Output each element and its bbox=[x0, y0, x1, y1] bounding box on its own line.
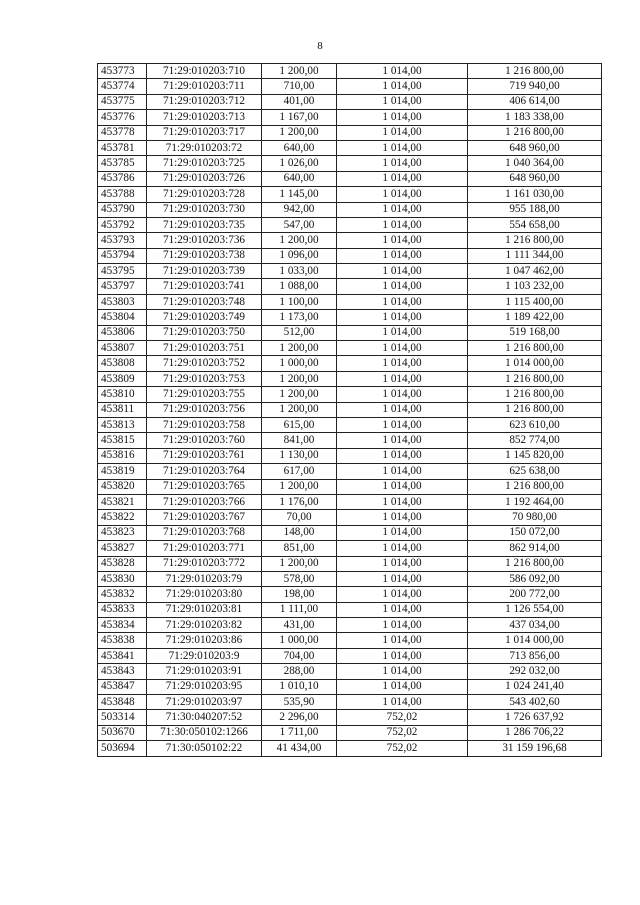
cadastral-number-cell: 71:29:010203:97 bbox=[147, 695, 262, 710]
specific-value-cell: 1 014,00 bbox=[337, 402, 468, 417]
area-cell: 547,00 bbox=[262, 217, 337, 232]
specific-value-cell: 1 014,00 bbox=[337, 140, 468, 155]
specific-value-cell: 1 014,00 bbox=[337, 202, 468, 217]
record-number-cell: 453847 bbox=[98, 679, 147, 694]
table-row bbox=[98, 233, 602, 248]
cadastral-number-cell: 71:29:010203:712 bbox=[147, 94, 262, 109]
specific-value-cell: 1 014,00 bbox=[337, 479, 468, 494]
record-number-cell: 453816 bbox=[98, 448, 147, 463]
specific-value-cell: 1 014,00 bbox=[337, 171, 468, 186]
area-cell: 942,00 bbox=[262, 202, 337, 217]
cadastral-number-cell: 71:29:010203:730 bbox=[147, 202, 262, 217]
cadastral-value-cell: 292 032,00 bbox=[468, 664, 602, 679]
area-cell: 1 200,00 bbox=[262, 64, 337, 79]
specific-value-cell: 1 014,00 bbox=[337, 602, 468, 617]
cadastral-value-cell: 1 115 400,00 bbox=[468, 294, 602, 309]
cadastral-number-cell: 71:29:010203:741 bbox=[147, 279, 262, 294]
record-number-cell: 453808 bbox=[98, 356, 147, 371]
table-row bbox=[98, 310, 602, 325]
cadastral-number-cell: 71:29:010203:756 bbox=[147, 402, 262, 417]
cadastral-number-cell: 71:29:010203:728 bbox=[147, 187, 262, 202]
table-row bbox=[98, 587, 602, 602]
cadastral-value-cell: 1 111 344,00 bbox=[468, 248, 602, 263]
table-body bbox=[98, 64, 602, 757]
cadastral-value-table bbox=[97, 63, 602, 757]
table-row bbox=[98, 264, 602, 279]
table-row bbox=[98, 187, 602, 202]
cadastral-value-cell: 1 024 241,40 bbox=[468, 679, 602, 694]
area-cell: 1 200,00 bbox=[262, 125, 337, 140]
cadastral-value-cell: 1 189 422,00 bbox=[468, 310, 602, 325]
cadastral-number-cell: 71:30:050102:1266 bbox=[147, 725, 262, 740]
cadastral-number-cell: 71:29:010203:767 bbox=[147, 510, 262, 525]
table-row bbox=[98, 356, 602, 371]
cadastral-number-cell: 71:29:010203:751 bbox=[147, 341, 262, 356]
area-cell: 1 173,00 bbox=[262, 310, 337, 325]
cadastral-number-cell: 71:29:010203:726 bbox=[147, 171, 262, 186]
cadastral-value-cell: 1 192 464,00 bbox=[468, 494, 602, 509]
cadastral-value-cell: 200 772,00 bbox=[468, 587, 602, 602]
area-cell: 1 176,00 bbox=[262, 494, 337, 509]
area-cell: 1 200,00 bbox=[262, 402, 337, 417]
specific-value-cell: 1 014,00 bbox=[337, 279, 468, 294]
table-row bbox=[98, 556, 602, 571]
record-number-cell: 453793 bbox=[98, 233, 147, 248]
record-number-cell: 453823 bbox=[98, 525, 147, 540]
specific-value-cell: 1 014,00 bbox=[337, 417, 468, 432]
area-cell: 1 000,00 bbox=[262, 633, 337, 648]
cadastral-number-cell: 71:29:010203:760 bbox=[147, 433, 262, 448]
table-row bbox=[98, 371, 602, 386]
area-cell: 1 096,00 bbox=[262, 248, 337, 263]
cadastral-value-cell: 519 168,00 bbox=[468, 325, 602, 340]
table-row bbox=[98, 171, 602, 186]
record-number-cell: 453775 bbox=[98, 94, 147, 109]
specific-value-cell: 1 014,00 bbox=[337, 341, 468, 356]
record-number-cell: 453828 bbox=[98, 556, 147, 571]
record-number-cell: 453820 bbox=[98, 479, 147, 494]
record-number-cell: 453841 bbox=[98, 648, 147, 663]
cadastral-value-cell: 852 774,00 bbox=[468, 433, 602, 448]
area-cell: 1 100,00 bbox=[262, 294, 337, 309]
cadastral-value-cell: 1 040 364,00 bbox=[468, 156, 602, 171]
area-cell: 401,00 bbox=[262, 94, 337, 109]
area-cell: 1 111,00 bbox=[262, 602, 337, 617]
cadastral-value-cell: 862 914,00 bbox=[468, 541, 602, 556]
specific-value-cell: 1 014,00 bbox=[337, 525, 468, 540]
table-row bbox=[98, 125, 602, 140]
specific-value-cell: 1 014,00 bbox=[337, 464, 468, 479]
cadastral-value-cell: 1 103 232,00 bbox=[468, 279, 602, 294]
table-row bbox=[98, 510, 602, 525]
specific-value-cell: 752,02 bbox=[337, 741, 468, 756]
cadastral-number-cell: 71:30:050102:22 bbox=[147, 741, 262, 756]
record-number-cell: 453848 bbox=[98, 695, 147, 710]
area-cell: 841,00 bbox=[262, 433, 337, 448]
cadastral-value-cell: 1 014 000,00 bbox=[468, 356, 602, 371]
table-row bbox=[98, 387, 602, 402]
cadastral-value-cell: 648 960,00 bbox=[468, 140, 602, 155]
cadastral-number-cell: 71:29:010203:735 bbox=[147, 217, 262, 232]
cadastral-number-cell: 71:29:010203:738 bbox=[147, 248, 262, 263]
area-cell: 578,00 bbox=[262, 571, 337, 586]
table-row bbox=[98, 464, 602, 479]
table-row bbox=[98, 695, 602, 710]
table-row bbox=[98, 217, 602, 232]
cadastral-value-cell: 70 980,00 bbox=[468, 510, 602, 525]
cadastral-number-cell: 71:29:010203:758 bbox=[147, 417, 262, 432]
record-number-cell: 453819 bbox=[98, 464, 147, 479]
cadastral-value-cell: 1 216 800,00 bbox=[468, 233, 602, 248]
area-cell: 640,00 bbox=[262, 171, 337, 186]
table-row bbox=[98, 294, 602, 309]
area-cell: 198,00 bbox=[262, 587, 337, 602]
table-row bbox=[98, 448, 602, 463]
table-row bbox=[98, 725, 602, 740]
area-cell: 1 200,00 bbox=[262, 387, 337, 402]
area-cell: 288,00 bbox=[262, 664, 337, 679]
cadastral-number-cell: 71:29:010203:749 bbox=[147, 310, 262, 325]
table-row bbox=[98, 279, 602, 294]
page-number: 8 bbox=[317, 40, 323, 52]
record-number-cell: 453788 bbox=[98, 187, 147, 202]
table-row bbox=[98, 571, 602, 586]
area-cell: 704,00 bbox=[262, 648, 337, 663]
specific-value-cell: 1 014,00 bbox=[337, 310, 468, 325]
record-number-cell: 453810 bbox=[98, 387, 147, 402]
specific-value-cell: 1 014,00 bbox=[337, 633, 468, 648]
area-cell: 1 088,00 bbox=[262, 279, 337, 294]
cadastral-number-cell: 71:29:010203:765 bbox=[147, 479, 262, 494]
cadastral-value-cell: 586 092,00 bbox=[468, 571, 602, 586]
table-row bbox=[98, 710, 602, 725]
cadastral-value-cell: 955 188,00 bbox=[468, 202, 602, 217]
cadastral-value-cell: 1 014 000,00 bbox=[468, 633, 602, 648]
area-cell: 70,00 bbox=[262, 510, 337, 525]
cadastral-value-cell: 1 216 800,00 bbox=[468, 371, 602, 386]
table-row bbox=[98, 110, 602, 125]
specific-value-cell: 1 014,00 bbox=[337, 433, 468, 448]
cadastral-value-cell: 543 402,60 bbox=[468, 695, 602, 710]
record-number-cell: 453809 bbox=[98, 371, 147, 386]
area-cell: 1 200,00 bbox=[262, 556, 337, 571]
table-row bbox=[98, 602, 602, 617]
record-number-cell: 453827 bbox=[98, 541, 147, 556]
area-cell: 2 296,00 bbox=[262, 710, 337, 725]
table-row bbox=[98, 679, 602, 694]
area-cell: 1 200,00 bbox=[262, 479, 337, 494]
cadastral-number-cell: 71:29:010203:764 bbox=[147, 464, 262, 479]
cadastral-value-cell: 623 610,00 bbox=[468, 417, 602, 432]
record-number-cell: 453804 bbox=[98, 310, 147, 325]
record-number-cell: 453785 bbox=[98, 156, 147, 171]
table-row bbox=[98, 525, 602, 540]
cadastral-value-cell: 1 216 800,00 bbox=[468, 387, 602, 402]
area-cell: 41 434,00 bbox=[262, 741, 337, 756]
record-number-cell: 453792 bbox=[98, 217, 147, 232]
specific-value-cell: 1 014,00 bbox=[337, 587, 468, 602]
specific-value-cell: 1 014,00 bbox=[337, 541, 468, 556]
specific-value-cell: 1 014,00 bbox=[337, 494, 468, 509]
cadastral-number-cell: 71:29:010203:753 bbox=[147, 371, 262, 386]
table-row bbox=[98, 417, 602, 432]
record-number-cell: 453815 bbox=[98, 433, 147, 448]
specific-value-cell: 1 014,00 bbox=[337, 94, 468, 109]
table-row bbox=[98, 618, 602, 633]
area-cell: 1 000,00 bbox=[262, 356, 337, 371]
record-number-cell: 453790 bbox=[98, 202, 147, 217]
table-row bbox=[98, 741, 602, 756]
cadastral-value-cell: 1 047 462,00 bbox=[468, 264, 602, 279]
record-number-cell: 453803 bbox=[98, 294, 147, 309]
cadastral-number-cell: 71:29:010203:752 bbox=[147, 356, 262, 371]
table-row bbox=[98, 541, 602, 556]
cadastral-value-cell: 1 216 800,00 bbox=[468, 125, 602, 140]
table-row bbox=[98, 341, 602, 356]
table-row bbox=[98, 325, 602, 340]
specific-value-cell: 1 014,00 bbox=[337, 556, 468, 571]
cadastral-value-cell: 437 034,00 bbox=[468, 618, 602, 633]
table-row bbox=[98, 79, 602, 94]
table-row bbox=[98, 64, 602, 79]
cadastral-number-cell: 71:29:010203:82 bbox=[147, 618, 262, 633]
specific-value-cell: 1 014,00 bbox=[337, 187, 468, 202]
table-row bbox=[98, 402, 602, 417]
specific-value-cell: 1 014,00 bbox=[337, 248, 468, 263]
specific-value-cell: 1 014,00 bbox=[337, 448, 468, 463]
record-number-cell: 503670 bbox=[98, 725, 147, 740]
area-cell: 512,00 bbox=[262, 325, 337, 340]
cadastral-number-cell: 71:29:010203:713 bbox=[147, 110, 262, 125]
cadastral-number-cell: 71:29:010203:766 bbox=[147, 494, 262, 509]
area-cell: 1 010,10 bbox=[262, 679, 337, 694]
cadastral-value-cell: 625 638,00 bbox=[468, 464, 602, 479]
area-cell: 1 200,00 bbox=[262, 341, 337, 356]
record-number-cell: 453774 bbox=[98, 79, 147, 94]
cadastral-number-cell: 71:29:010203:80 bbox=[147, 587, 262, 602]
cadastral-number-cell: 71:29:010203:9 bbox=[147, 648, 262, 663]
table-row bbox=[98, 494, 602, 509]
cadastral-value-cell: 1 216 800,00 bbox=[468, 556, 602, 571]
record-number-cell: 453795 bbox=[98, 264, 147, 279]
specific-value-cell: 1 014,00 bbox=[337, 679, 468, 694]
specific-value-cell: 1 014,00 bbox=[337, 233, 468, 248]
table-row bbox=[98, 479, 602, 494]
area-cell: 1 145,00 bbox=[262, 187, 337, 202]
specific-value-cell: 1 014,00 bbox=[337, 356, 468, 371]
specific-value-cell: 1 014,00 bbox=[337, 64, 468, 79]
specific-value-cell: 752,02 bbox=[337, 710, 468, 725]
cadastral-number-cell: 71:29:010203:81 bbox=[147, 602, 262, 617]
record-number-cell: 453797 bbox=[98, 279, 147, 294]
record-number-cell: 453813 bbox=[98, 417, 147, 432]
specific-value-cell: 1 014,00 bbox=[337, 264, 468, 279]
table-row bbox=[98, 202, 602, 217]
record-number-cell: 453811 bbox=[98, 402, 147, 417]
area-cell: 615,00 bbox=[262, 417, 337, 432]
area-cell: 710,00 bbox=[262, 79, 337, 94]
specific-value-cell: 1 014,00 bbox=[337, 110, 468, 125]
record-number-cell: 453807 bbox=[98, 341, 147, 356]
record-number-cell: 453794 bbox=[98, 248, 147, 263]
cadastral-value-cell: 1 216 800,00 bbox=[468, 64, 602, 79]
cadastral-number-cell: 71:30:040207:52 bbox=[147, 710, 262, 725]
cadastral-value-cell: 1 145 820,00 bbox=[468, 448, 602, 463]
table-row bbox=[98, 633, 602, 648]
cadastral-number-cell: 71:29:010203:739 bbox=[147, 264, 262, 279]
area-cell: 1 167,00 bbox=[262, 110, 337, 125]
area-cell: 1 033,00 bbox=[262, 264, 337, 279]
cadastral-value-cell: 1 216 800,00 bbox=[468, 402, 602, 417]
specific-value-cell: 1 014,00 bbox=[337, 387, 468, 402]
table-row bbox=[98, 433, 602, 448]
cadastral-value-cell: 1 183 338,00 bbox=[468, 110, 602, 125]
specific-value-cell: 1 014,00 bbox=[337, 510, 468, 525]
cadastral-number-cell: 71:29:010203:771 bbox=[147, 541, 262, 556]
area-cell: 1 200,00 bbox=[262, 371, 337, 386]
specific-value-cell: 1 014,00 bbox=[337, 217, 468, 232]
cadastral-number-cell: 71:29:010203:761 bbox=[147, 448, 262, 463]
cadastral-number-cell: 71:29:010203:86 bbox=[147, 633, 262, 648]
table-row bbox=[98, 94, 602, 109]
cadastral-value-cell: 150 072,00 bbox=[468, 525, 602, 540]
cadastral-value-cell: 1 126 554,00 bbox=[468, 602, 602, 617]
record-number-cell: 453838 bbox=[98, 633, 147, 648]
cadastral-value-cell: 1 216 800,00 bbox=[468, 341, 602, 356]
table-row bbox=[98, 156, 602, 171]
specific-value-cell: 1 014,00 bbox=[337, 325, 468, 340]
record-number-cell: 453832 bbox=[98, 587, 147, 602]
record-number-cell: 453776 bbox=[98, 110, 147, 125]
table-row bbox=[98, 648, 602, 663]
area-cell: 1 711,00 bbox=[262, 725, 337, 740]
cadastral-number-cell: 71:29:010203:755 bbox=[147, 387, 262, 402]
cadastral-number-cell: 71:29:010203:772 bbox=[147, 556, 262, 571]
specific-value-cell: 1 014,00 bbox=[337, 79, 468, 94]
record-number-cell: 453806 bbox=[98, 325, 147, 340]
area-cell: 1 026,00 bbox=[262, 156, 337, 171]
cadastral-number-cell: 71:29:010203:750 bbox=[147, 325, 262, 340]
cadastral-number-cell: 71:29:010203:717 bbox=[147, 125, 262, 140]
record-number-cell: 453822 bbox=[98, 510, 147, 525]
record-number-cell: 453778 bbox=[98, 125, 147, 140]
specific-value-cell: 1 014,00 bbox=[337, 125, 468, 140]
cadastral-number-cell: 71:29:010203:711 bbox=[147, 79, 262, 94]
record-number-cell: 453843 bbox=[98, 664, 147, 679]
specific-value-cell: 1 014,00 bbox=[337, 618, 468, 633]
specific-value-cell: 1 014,00 bbox=[337, 294, 468, 309]
area-cell: 431,00 bbox=[262, 618, 337, 633]
area-cell: 640,00 bbox=[262, 140, 337, 155]
record-number-cell: 453773 bbox=[98, 64, 147, 79]
area-cell: 617,00 bbox=[262, 464, 337, 479]
record-number-cell: 503314 bbox=[98, 710, 147, 725]
cadastral-number-cell: 71:29:010203:91 bbox=[147, 664, 262, 679]
cadastral-value-cell: 648 960,00 bbox=[468, 171, 602, 186]
cadastral-value-cell: 1 286 706,22 bbox=[468, 725, 602, 740]
area-cell: 148,00 bbox=[262, 525, 337, 540]
specific-value-cell: 1 014,00 bbox=[337, 648, 468, 663]
cadastral-value-cell: 406 614,00 bbox=[468, 94, 602, 109]
area-cell: 1 130,00 bbox=[262, 448, 337, 463]
specific-value-cell: 1 014,00 bbox=[337, 371, 468, 386]
cadastral-value-cell: 713 856,00 bbox=[468, 648, 602, 663]
area-cell: 851,00 bbox=[262, 541, 337, 556]
table-row bbox=[98, 248, 602, 263]
cadastral-number-cell: 71:29:010203:95 bbox=[147, 679, 262, 694]
cadastral-number-cell: 71:29:010203:768 bbox=[147, 525, 262, 540]
cadastral-value-cell: 31 159 196,68 bbox=[468, 741, 602, 756]
specific-value-cell: 1 014,00 bbox=[337, 156, 468, 171]
cadastral-value-cell: 1 216 800,00 bbox=[468, 479, 602, 494]
table-row bbox=[98, 664, 602, 679]
record-number-cell: 453781 bbox=[98, 140, 147, 155]
record-number-cell: 453830 bbox=[98, 571, 147, 586]
cadastral-value-cell: 719 940,00 bbox=[468, 79, 602, 94]
cadastral-number-cell: 71:29:010203:79 bbox=[147, 571, 262, 586]
specific-value-cell: 752,02 bbox=[337, 725, 468, 740]
cadastral-value-cell: 1 726 637,92 bbox=[468, 710, 602, 725]
specific-value-cell: 1 014,00 bbox=[337, 571, 468, 586]
record-number-cell: 453833 bbox=[98, 602, 147, 617]
cadastral-number-cell: 71:29:010203:710 bbox=[147, 64, 262, 79]
cadastral-number-cell: 71:29:010203:748 bbox=[147, 294, 262, 309]
cadastral-number-cell: 71:29:010203:736 bbox=[147, 233, 262, 248]
record-number-cell: 453821 bbox=[98, 494, 147, 509]
cadastral-value-cell: 554 658,00 bbox=[468, 217, 602, 232]
specific-value-cell: 1 014,00 bbox=[337, 664, 468, 679]
area-cell: 1 200,00 bbox=[262, 233, 337, 248]
specific-value-cell: 1 014,00 bbox=[337, 695, 468, 710]
table-row bbox=[98, 140, 602, 155]
record-number-cell: 503694 bbox=[98, 741, 147, 756]
cadastral-value-cell: 1 161 030,00 bbox=[468, 187, 602, 202]
record-number-cell: 453786 bbox=[98, 171, 147, 186]
cadastral-number-cell: 71:29:010203:725 bbox=[147, 156, 262, 171]
record-number-cell: 453834 bbox=[98, 618, 147, 633]
cadastral-number-cell: 71:29:010203:72 bbox=[147, 140, 262, 155]
area-cell: 535,90 bbox=[262, 695, 337, 710]
